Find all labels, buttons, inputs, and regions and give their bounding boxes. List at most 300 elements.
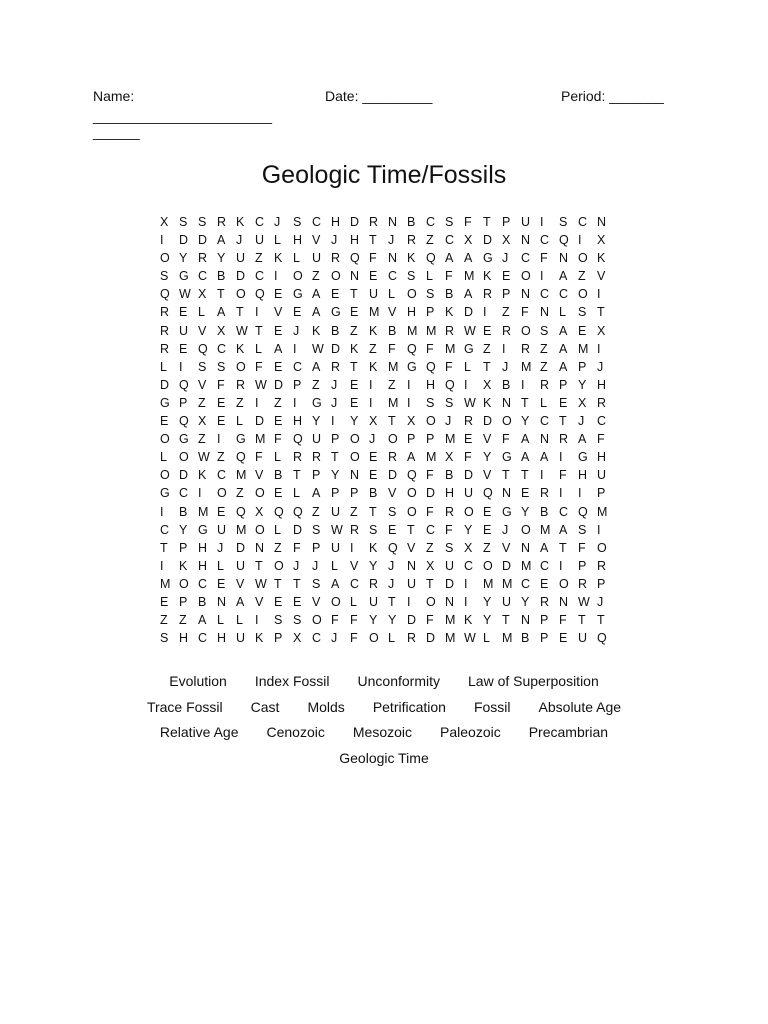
grid-letter: B <box>502 377 511 392</box>
grid-letter: I <box>179 359 183 374</box>
grid-letter: S <box>160 631 169 646</box>
grid-letter: N <box>217 594 227 609</box>
grid-letter: F <box>464 215 472 229</box>
grid-letter: P <box>559 377 568 392</box>
grid-letter: J <box>293 558 300 573</box>
word-bank-row <box>60 695 708 721</box>
grid-letter: S <box>407 269 416 284</box>
grid-letter: Z <box>312 504 320 519</box>
grid-letter: F <box>578 540 586 555</box>
grid-letter: C <box>388 269 398 284</box>
grid-letter: I <box>464 594 468 609</box>
grid-letter: O <box>331 594 341 609</box>
grid-letter: U <box>369 594 379 609</box>
grid-letter: C <box>179 486 189 501</box>
grid-letter: O <box>350 450 360 465</box>
grid-letter: Z <box>198 432 206 447</box>
grid-letter: P <box>578 359 587 374</box>
grid-letter: R <box>350 522 360 537</box>
grid-letter: O <box>597 540 607 555</box>
grid-letter: E <box>369 468 378 483</box>
grid-letter: U <box>312 251 322 266</box>
grid-letter: E <box>274 359 283 374</box>
grid-letter: A <box>578 432 587 447</box>
grid-letter: I <box>160 504 164 519</box>
grid-letter: N <box>388 251 398 266</box>
grid-letter: L <box>464 359 471 374</box>
grid-letter: K <box>369 359 378 374</box>
grid-letter: U <box>179 323 189 338</box>
grid-letter: A <box>331 576 340 591</box>
grid-letter: G <box>160 395 170 410</box>
grid-letter: T <box>160 540 168 555</box>
grid-letter: L <box>255 341 262 356</box>
grid-letter: E <box>217 414 226 429</box>
grid-letter: E <box>179 341 188 356</box>
grid-letter: X <box>578 395 587 410</box>
grid-letter: I <box>597 341 601 356</box>
grid-letter: X <box>407 414 416 429</box>
grid-letter: I <box>483 305 487 320</box>
grid-letter: Y <box>521 504 530 519</box>
grid-letter: E <box>483 522 492 537</box>
grid-letter: U <box>236 251 246 266</box>
grid-letter: I <box>255 395 259 410</box>
grid-letter: Q <box>445 377 455 392</box>
grid-letter: T <box>217 287 225 302</box>
grid-letter: O <box>407 287 417 302</box>
grid-letter: R <box>160 305 170 320</box>
grid-letter: T <box>255 558 263 573</box>
grid-letter: E <box>331 287 340 302</box>
grid-letter: E <box>293 594 302 609</box>
grid-letter: B <box>540 504 549 519</box>
grid-letter: R <box>369 576 379 591</box>
grid-letter: H <box>198 558 208 573</box>
grid-letter: I <box>540 468 544 483</box>
grid-letter: L <box>559 305 566 320</box>
grid-letter: G <box>236 432 246 447</box>
grid-letter: H <box>597 377 607 392</box>
grid-letter: L <box>388 287 395 302</box>
grid-letter: A <box>198 613 207 628</box>
grid-letter: K <box>274 251 283 266</box>
grid-letter: I <box>217 432 221 447</box>
grid-letter: C <box>160 522 170 537</box>
grid-letter: H <box>350 233 360 248</box>
grid-letter: P <box>502 215 511 229</box>
grid-letter: P <box>597 576 606 591</box>
grid-letter: C <box>464 558 474 573</box>
grid-letter: T <box>293 468 301 483</box>
grid-letter: O <box>521 269 531 284</box>
grid-letter: H <box>198 540 208 555</box>
grid-letter: Y <box>179 522 188 537</box>
grid-letter: O <box>407 486 417 501</box>
word-bank-item: Relative Age <box>159 724 239 741</box>
grid-letter: T <box>388 414 396 429</box>
grid-letter: P <box>540 613 549 628</box>
grid-letter: R <box>293 450 303 465</box>
grid-letter: W <box>464 395 476 410</box>
grid-letter: L <box>236 613 243 628</box>
word-bank-item: Molds <box>307 698 345 715</box>
grid-letter: O <box>350 432 360 447</box>
grid-letter: O <box>521 323 531 338</box>
grid-letter: Y <box>521 414 530 429</box>
grid-letter: U <box>255 233 265 248</box>
grid-letter: R <box>160 323 170 338</box>
grid-letter: T <box>597 305 605 320</box>
grid-letter: U <box>464 486 474 501</box>
grid-letter: T <box>521 395 529 410</box>
grid-letter: Y <box>312 414 321 429</box>
grid-letter: E <box>293 305 302 320</box>
grid-letter: O <box>179 450 189 465</box>
grid-letter: T <box>559 414 567 429</box>
grid-letter: H <box>293 233 303 248</box>
word-bank-item: Trace Fossil <box>146 698 223 715</box>
grid-letter: V <box>198 323 207 338</box>
grid-letter: L <box>198 305 205 320</box>
grid-letter: Z <box>350 504 358 519</box>
grid-letter: U <box>597 468 607 483</box>
grid-letter: P <box>179 395 188 410</box>
grid-letter: Y <box>217 251 226 266</box>
grid-letter: X <box>369 414 378 429</box>
grid-letter: Y <box>369 558 378 573</box>
grid-letter: S <box>217 359 226 374</box>
grid-letter: L <box>350 594 357 609</box>
grid-letter: Q <box>597 631 607 646</box>
grid-letter: S <box>540 323 549 338</box>
grid-letter: A <box>217 305 226 320</box>
grid-letter: M <box>521 558 532 573</box>
grid-letter: I <box>502 341 506 356</box>
grid-letter: A <box>521 432 530 447</box>
grid-letter: V <box>198 377 207 392</box>
grid-letter: G <box>464 341 474 356</box>
grid-letter: G <box>179 432 189 447</box>
grid-letter: E <box>369 450 378 465</box>
word-search-grid <box>160 213 616 645</box>
grid-letter: W <box>198 450 210 465</box>
grid-letter: F <box>521 305 529 320</box>
grid-letter: J <box>293 323 300 338</box>
grid-letter: S <box>312 576 321 591</box>
grid-letter: B <box>198 594 207 609</box>
grid-letter: F <box>597 432 605 447</box>
word-bank-item: Fossil <box>473 698 511 715</box>
grid-letter: O <box>483 558 493 573</box>
grid-letter: E <box>274 594 283 609</box>
grid-letter: X <box>217 323 226 338</box>
grid-letter: H <box>426 377 436 392</box>
grid-letter: Z <box>312 377 320 392</box>
grid-letter: F <box>426 341 434 356</box>
grid-letter: H <box>445 486 455 501</box>
grid-letter: S <box>445 540 454 555</box>
grid-letter: I <box>293 395 297 410</box>
grid-letter: I <box>293 341 297 356</box>
grid-letter: B <box>445 287 454 302</box>
grid-letter: D <box>293 522 303 537</box>
grid-letter: M <box>236 468 247 483</box>
grid-letter: G <box>331 305 341 320</box>
grid-letter: O <box>312 613 322 628</box>
grid-letter: M <box>521 359 532 374</box>
grid-letter: Z <box>160 613 168 628</box>
grid-letter: G <box>502 504 512 519</box>
grid-letter: F <box>445 269 453 284</box>
grid-letter: A <box>312 359 321 374</box>
grid-letter: A <box>540 540 549 555</box>
grid-letter: P <box>274 631 283 646</box>
grid-letter: D <box>445 576 455 591</box>
grid-letter: K <box>369 540 378 555</box>
grid-letter: D <box>179 233 189 248</box>
grid-letter: P <box>540 631 549 646</box>
word-bank-item: Precambrian <box>528 724 609 741</box>
grid-letter: Z <box>426 540 434 555</box>
grid-letter: Q <box>255 287 265 302</box>
grid-letter: O <box>236 359 246 374</box>
grid-letter: I <box>597 287 601 302</box>
grid-letter: C <box>255 269 265 284</box>
grid-letter: J <box>217 540 224 555</box>
grid-letter: W <box>255 576 267 591</box>
grid-letter: U <box>312 432 322 447</box>
grid-letter: Y <box>369 613 378 628</box>
grid-letter: H <box>179 631 189 646</box>
grid-letter: X <box>426 558 435 573</box>
grid-letter: Q <box>483 486 493 501</box>
grid-letter: F <box>255 450 263 465</box>
grid-letter: H <box>293 414 303 429</box>
grid-letter: N <box>388 215 398 229</box>
grid-letter: A <box>312 287 321 302</box>
grid-letter: S <box>445 395 454 410</box>
grid-letter: B <box>445 468 454 483</box>
grid-letter: I <box>255 305 259 320</box>
grid-letter: R <box>312 450 322 465</box>
grid-letter: Q <box>350 251 360 266</box>
grid-letter: U <box>521 215 531 229</box>
grid-letter: J <box>445 414 452 429</box>
grid-letter: M <box>445 432 456 447</box>
grid-letter: L <box>426 269 433 284</box>
grid-letter: P <box>407 432 416 447</box>
grid-letter: V <box>388 486 397 501</box>
grid-letter: X <box>445 450 454 465</box>
grid-letter: Y <box>331 468 340 483</box>
grid-letter: U <box>502 594 512 609</box>
grid-letter: D <box>464 305 474 320</box>
grid-letter: C <box>426 522 436 537</box>
grid-letter: N <box>521 233 531 248</box>
grid-letter: Q <box>407 341 417 356</box>
grid-letter: C <box>521 251 531 266</box>
grid-letter: G <box>312 395 322 410</box>
grid-letter: N <box>559 251 569 266</box>
grid-letter: D <box>426 631 436 646</box>
grid-letter: A <box>464 251 473 266</box>
grid-letter: D <box>331 341 341 356</box>
grid-letter: M <box>388 359 399 374</box>
grid-letter: C <box>540 233 550 248</box>
grid-letter: S <box>198 215 207 229</box>
grid-letter: F <box>426 613 434 628</box>
word-bank-row <box>60 669 708 695</box>
grid-letter: I <box>350 540 354 555</box>
grid-letter: T <box>255 323 263 338</box>
grid-letter: D <box>407 613 417 628</box>
grid-letter: C <box>293 359 303 374</box>
date-field: Date: _________ <box>325 88 433 104</box>
grid-letter: V <box>483 432 492 447</box>
grid-letter: X <box>464 233 473 248</box>
grid-letter: I <box>198 486 202 501</box>
grid-letter: V <box>236 576 245 591</box>
grid-letter: I <box>369 395 373 410</box>
grid-letter: X <box>597 233 606 248</box>
grid-letter: L <box>274 450 281 465</box>
grid-letter: E <box>559 631 568 646</box>
grid-letter: W <box>179 287 191 302</box>
grid-letter: G <box>407 359 417 374</box>
grid-letter: C <box>521 576 531 591</box>
grid-letter: K <box>255 631 264 646</box>
grid-letter: Q <box>578 504 588 519</box>
grid-letter: O <box>160 468 170 483</box>
grid-letter: V <box>502 540 511 555</box>
grid-letter: R <box>559 432 569 447</box>
grid-letter: D <box>483 414 493 429</box>
grid-letter: A <box>559 269 568 284</box>
grid-letter: Q <box>179 414 189 429</box>
grid-letter: N <box>502 486 512 501</box>
grid-letter: X <box>255 504 264 519</box>
grid-letter: P <box>293 377 302 392</box>
grid-letter: F <box>426 504 434 519</box>
word-bank-item: Evolution <box>169 673 227 690</box>
grid-letter: Y <box>388 613 397 628</box>
grid-letter: X <box>502 233 511 248</box>
grid-letter: F <box>350 631 358 646</box>
grid-letter: Q <box>236 504 246 519</box>
grid-letter: W <box>236 323 248 338</box>
grid-letter: Z <box>388 377 396 392</box>
grid-letter: U <box>236 558 246 573</box>
grid-letter: D <box>274 377 284 392</box>
grid-letter: C <box>540 287 550 302</box>
grid-letter: O <box>426 414 436 429</box>
grid-letter: L <box>274 522 281 537</box>
grid-letter: N <box>350 468 360 483</box>
grid-letter: N <box>540 305 550 320</box>
grid-letter: K <box>464 613 473 628</box>
grid-letter: I <box>559 450 563 465</box>
grid-letter: T <box>350 287 358 302</box>
grid-letter: N <box>445 594 455 609</box>
grid-letter: F <box>217 377 225 392</box>
grid-letter: Y <box>521 594 530 609</box>
grid-letter: S <box>179 215 188 229</box>
grid-letter: I <box>369 377 373 392</box>
grid-letter: I <box>464 576 468 591</box>
word-bank-item: Law of Superposition <box>468 673 599 690</box>
grid-letter: M <box>464 269 475 284</box>
grid-letter: R <box>331 359 341 374</box>
grid-letter: R <box>407 233 417 248</box>
grid-letter: J <box>312 558 319 573</box>
grid-letter: O <box>578 251 588 266</box>
grid-letter: T <box>483 215 491 229</box>
grid-letter: O <box>331 269 341 284</box>
grid-letter: L <box>160 359 167 374</box>
grid-letter: T <box>521 468 529 483</box>
word-bank-item: Mesozoic <box>352 724 413 741</box>
grid-letter: L <box>293 486 300 501</box>
grid-letter: S <box>293 613 302 628</box>
grid-letter: L <box>540 395 547 410</box>
grid-letter: A <box>559 341 568 356</box>
grid-letter: K <box>407 251 416 266</box>
grid-letter: P <box>312 540 321 555</box>
grid-letter: B <box>369 486 378 501</box>
grid-letter: G <box>578 450 588 465</box>
grid-letter: N <box>502 395 512 410</box>
grid-letter: Z <box>217 450 225 465</box>
grid-letter: N <box>540 432 550 447</box>
grid-letter: T <box>236 305 244 320</box>
grid-letter: J <box>331 377 338 392</box>
grid-letter: I <box>540 269 544 284</box>
grid-letter: P <box>597 486 606 501</box>
grid-letter: I <box>521 377 525 392</box>
grid-letter: R <box>369 215 379 229</box>
grid-letter: C <box>255 215 265 229</box>
grid-letter: Y <box>483 450 492 465</box>
grid-letter: F <box>293 540 301 555</box>
grid-letter: D <box>160 377 170 392</box>
grid-letter: V <box>483 468 492 483</box>
grid-letter: O <box>293 269 303 284</box>
grid-letter: X <box>597 323 606 338</box>
grid-letter: L <box>331 558 338 573</box>
grid-letter: A <box>521 450 530 465</box>
grid-letter: T <box>426 576 434 591</box>
grid-letter: D <box>198 233 208 248</box>
grid-letter: I <box>407 377 411 392</box>
grid-letter: G <box>198 522 208 537</box>
worksheet-title: Geologic Time/Fossils <box>261 161 507 189</box>
grid-letter: M <box>388 395 399 410</box>
grid-letter: E <box>274 486 283 501</box>
grid-letter: F <box>331 613 339 628</box>
grid-letter: K <box>312 323 321 338</box>
word-bank-item: Geologic Time <box>339 749 429 766</box>
grid-letter: M <box>445 341 456 356</box>
grid-letter: I <box>331 414 335 429</box>
grid-letter: P <box>350 486 359 501</box>
grid-letter: D <box>464 468 474 483</box>
grid-letter: M <box>369 305 380 320</box>
grid-letter: U <box>369 287 379 302</box>
grid-letter: P <box>331 486 340 501</box>
grid-letter: Z <box>540 359 548 374</box>
grid-letter: L <box>388 631 395 646</box>
